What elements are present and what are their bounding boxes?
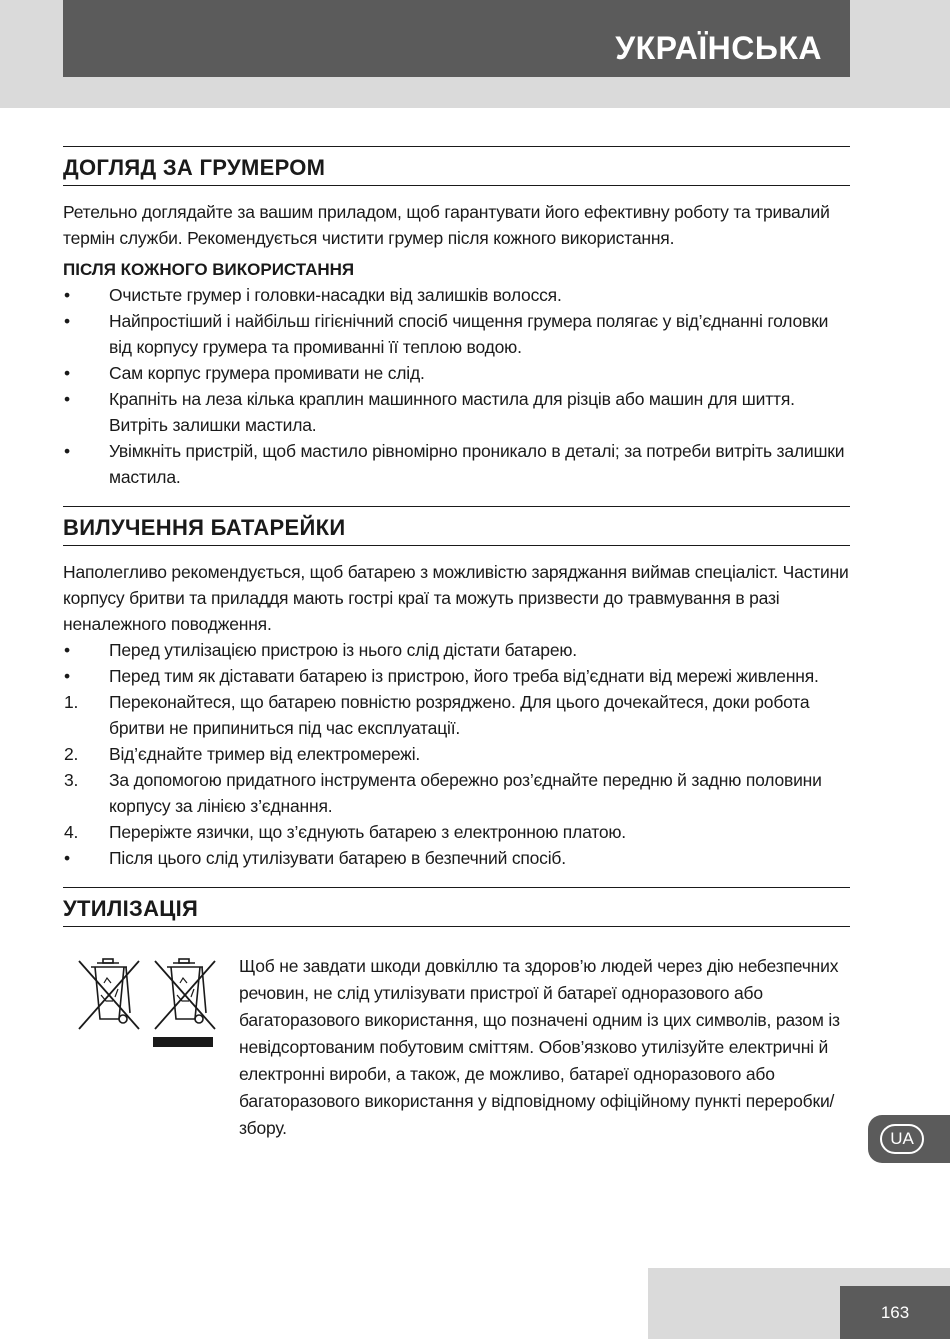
battery-list: [63, 637, 850, 871]
list-item-text: Увімкніть пристрій, щоб мастило рівномірно проникало в деталі; за потреби витріть залишки мастила.: [109, 441, 845, 487]
list-item: [63, 663, 850, 689]
page-number: 163: [840, 1286, 950, 1339]
bullet: •: [64, 666, 70, 686]
list-item-text: Крапніть на леза кілька краплин машинного мастила для різців або машин для шиття. Витріть залишки мастила.: [109, 389, 795, 435]
section-battery: [63, 506, 850, 871]
step-number: 4.: [64, 822, 79, 842]
care-list: [63, 282, 850, 490]
section-heading: ДОГЛЯД ЗА ГРУМЕРОМ: [63, 146, 850, 186]
weee-symbols: [73, 955, 223, 1051]
disposal-text: Щоб не завдати шкоди довкіллю та здоров’ю людей через дію небезпечних речовин, не слід утилізувати пристрої й батареї одноразового або багаторазового використання, що позначені одним із цих символів, разом із невідсортованим побутовим сміттям. Обов’язково утилізуйте електричні й електронні вироби, а також, де можливо, батареї одноразового або багаторазового використання у відповідному офіційному пункті переробки/збору.: [239, 956, 840, 1138]
bullet: •: [64, 389, 70, 409]
list-item-text: Переконайтеся, що батарею повністю розряджено. Для цього дочекайтеся, доки робота бритви не припиниться під час експлуатації.: [109, 692, 810, 738]
bullet: •: [64, 363, 70, 383]
list-item-text: Перед утилізацією пристрою із нього слід дістати батарею.: [109, 640, 577, 660]
language-tab: [868, 1115, 950, 1163]
bullet: •: [64, 441, 70, 461]
list-item: [63, 386, 850, 438]
list-item: [63, 282, 850, 308]
list-item-text: Перед тим як діставати батарею із пристрою, його треба від’єднати від мережі живлення.: [109, 666, 819, 686]
list-item-text: Найпростіший і найбільш гігієнічний спосіб чищення грумера полягає у від’єднанні головки від корпусу грумера та промиванні її теплою водою.: [109, 311, 829, 357]
section-intro: Наполегливо рекомендується, щоб батарею з можливістю заряджання виймав спеціаліст. Частини корпусу бритви та приладдя мають гострі краї та можуть призвести до травмування в разі неналежного поводження.: [63, 562, 849, 634]
disposal-body: [63, 953, 850, 1142]
section-heading: УТИЛІЗАЦІЯ: [63, 887, 850, 927]
list-item-text: Переріжте язички, що з’єднують батарею з електронною платою.: [109, 822, 626, 842]
bullet: •: [64, 285, 70, 305]
list-item-text: Від’єднайте тример від електромережі.: [109, 744, 421, 764]
bullet: •: [64, 640, 70, 660]
list-item: [63, 360, 850, 386]
list-item: [63, 438, 850, 490]
crossed-out-wheelie-bin-with-bar-icon: [153, 959, 215, 1047]
disposal-symbols: [63, 953, 239, 1053]
language-tab-label: UA: [880, 1124, 924, 1154]
list-item-text: Сам корпус грумера промивати не слід.: [109, 363, 425, 383]
list-item: [63, 637, 850, 663]
list-item: [63, 845, 850, 871]
step-number: 2.: [64, 744, 79, 764]
subheading: ПІСЛЯ КОЖНОГО ВИКОРИСТАННЯ: [63, 260, 355, 279]
section-heading: ВИЛУЧЕННЯ БАТАРЕЙКИ: [63, 506, 850, 546]
bullet: •: [64, 848, 70, 868]
list-item: [63, 767, 850, 819]
step-number: 1.: [64, 692, 79, 712]
crossed-out-wheelie-bin-icon: [79, 959, 139, 1029]
list-item: [63, 741, 850, 767]
bullet: •: [64, 311, 70, 331]
list-item: [63, 819, 850, 845]
section-intro: Ретельно доглядайте за вашим приладом, щоб гарантувати його ефективну роботу та тривалий термін служби. Рекомендується чистити грумер після кожного використання.: [63, 202, 830, 248]
list-item-text: За допомогою придатного інструмента обережно роз’єднайте передню й задню половини корпусу за лінією з’єднання.: [109, 770, 822, 816]
language-title: УКРАЇНСЬКА: [615, 30, 822, 66]
step-number: 3.: [64, 770, 79, 790]
list-item-text: Після цього слід утилізувати батарею в безпечний спосіб.: [109, 848, 566, 868]
list-item-text: Очистьте грумер і головки-насадки від залишків волосся.: [109, 285, 562, 305]
list-item: [63, 308, 850, 360]
language-header: [63, 0, 850, 77]
page-content: [63, 146, 850, 1158]
section-care: [63, 146, 850, 490]
section-disposal: [63, 887, 850, 1142]
list-item: [63, 689, 850, 741]
